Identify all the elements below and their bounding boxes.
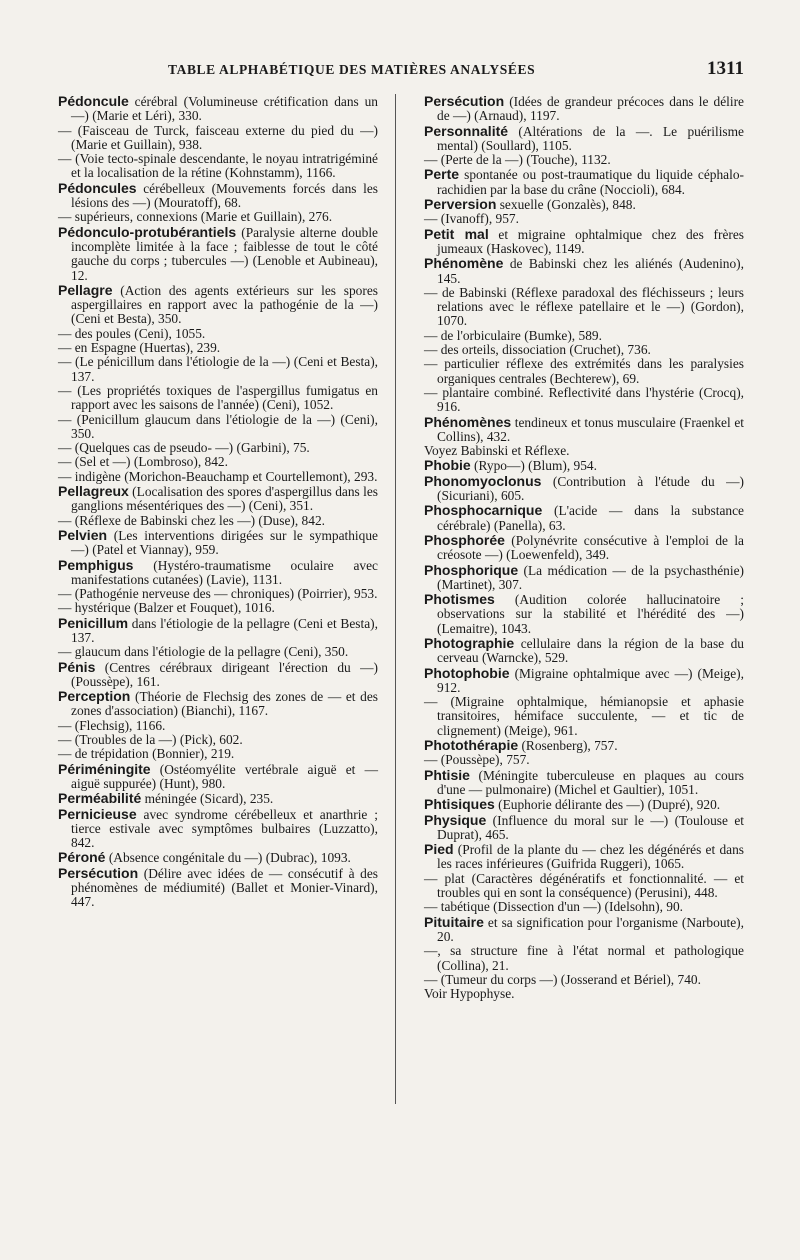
entry-text: (Polynévrite consécutive à l'emploi de la créosote —) (Loewenfeld), 349.	[437, 532, 744, 563]
index-entry	[424, 915, 744, 945]
entry-headword: Phobie	[424, 457, 471, 474]
entry-text: — (Pathogénie nerveuse des — chroniques) (Poirrier), 953.	[58, 586, 378, 602]
entry-text: — de l'orbiculaire (Bumke), 589.	[424, 327, 602, 343]
entry-text: Voyez Babinski et Réflexe.	[424, 443, 570, 459]
entry-text: (Audition colorée hallucinatoire ; observations sur la stabilité et l'hérédité des —) (Lemaitre), 1043.	[437, 592, 744, 636]
entry-headword: Physique	[424, 811, 487, 828]
index-entry	[424, 738, 744, 753]
entry-text: et migraine ophtalmique chez des frères jumeaux (Haskovec), 1149.	[437, 226, 744, 256]
entry-text: méningée (Sicard), 235.	[141, 791, 274, 807]
entry-text: cérébelleux (Mouvements forcés dans les lésions des —) (Mouratoff), 68.	[71, 180, 378, 211]
entry-text: cellulaire dans la région de la base du cerveau (Warncke), 529.	[437, 635, 744, 666]
entry-headword: Pédonculo-protubérantiels	[58, 223, 237, 240]
index-entry	[58, 355, 378, 384]
index-entry	[58, 441, 378, 455]
entry-headword: Perméabilité	[58, 790, 142, 807]
entry-text: — (Flechsig), 1166.	[58, 717, 166, 733]
entry-headword: Pellagreux	[58, 483, 129, 500]
index-entry	[58, 225, 378, 283]
entry-text: (Influence du moral sur le —) (Toulouse et Duprat), 465.	[437, 812, 744, 842]
entry-headword: Personnalité	[424, 122, 509, 139]
entry-text: spontanée ou post-traumatique du liquide céphalo-rachidien par la base du crâne (Noccioli), 684.	[437, 167, 744, 197]
entry-text: (Contribution à l'étude du —) (Sicuriani), 605.	[437, 473, 744, 504]
entry-headword: Pelvien	[58, 526, 108, 543]
index-entry	[424, 592, 744, 636]
index-entry	[58, 733, 378, 747]
left-column	[58, 94, 378, 1001]
index-entry	[58, 558, 378, 588]
entry-text: et sa signification pour l'organisme (Narboute), 20.	[437, 914, 744, 944]
index-entry	[58, 719, 378, 733]
index-entry	[58, 514, 378, 528]
entry-headword: Phosphorique	[424, 561, 519, 578]
entry-text: — glaucum dans l'étiologie de la pellagre (Ceni), 350.	[58, 644, 349, 660]
index-entry	[424, 987, 744, 1001]
index-entry	[424, 563, 744, 593]
entry-text: — (Quelques cas de pseudo- —) (Garbini), 75.	[58, 440, 310, 456]
index-entry	[424, 666, 744, 696]
entry-text: (Rosenberg), 757.	[518, 738, 618, 754]
entry-text: — (Migraine ophtalmique, hémianopsie et aphasie transitoires, hémiface succulente, — et tic de clignement) (Meige), 961.	[424, 694, 744, 738]
index-entry	[58, 866, 378, 910]
entry-text: (Localisation des spores d'aspergillus dans les ganglions mésentériques des —) (Ceni), 351.	[71, 484, 378, 514]
entry-text: — (Penicillum glaucum dans l'étiologie de la —) (Ceni), 350.	[58, 411, 378, 441]
entry-text: (Action des agents extérieurs sur les spores aspergillaires en rapport avec la pathogénie de la —) (Ceni et Besta), 350.	[71, 282, 378, 327]
entry-headword: Pied	[424, 841, 454, 858]
index-entry	[424, 153, 744, 167]
entry-text: — indigène (Morichon-Beauchamp et Courtellemont), 293.	[58, 468, 378, 484]
index-entry	[58, 455, 378, 469]
entry-text: — supérieurs, connexions (Marie et Guillain), 276.	[58, 209, 333, 225]
entry-text: (Délire avec idées de — consécutif à des phénomènes de médiumité) (Ballet et Monier-Vinard), 447.	[71, 865, 378, 910]
entry-text: — (Voie tecto-spinale descendante, le noyau intratrigéminé et la localisation de la rétine (Kohnstamm), 1166.	[58, 151, 378, 181]
index-entry	[58, 327, 378, 341]
entry-text: — (Le pénicillum dans l'étiologie de la —) (Ceni et Besta), 137.	[58, 354, 378, 384]
index-entry	[58, 645, 378, 659]
index-entry	[424, 503, 744, 533]
entry-text: (Rypo—) (Blum), 954.	[470, 458, 597, 474]
entry-text: cérébral (Volumineuse crétification dans un —) (Marie et Léri), 330.	[71, 94, 378, 124]
index-columns	[58, 94, 744, 1001]
entry-text: de Babinski chez les aliénés (Audenino), 145.	[437, 256, 744, 286]
page-number: 1311	[707, 58, 744, 79]
entry-text: — particulier réflexe des extrémités dans les paralysies organiques centrales (Bechterew), 69.	[424, 356, 744, 386]
index-entry	[58, 807, 378, 851]
index-entry	[424, 286, 744, 329]
entry-text: —, sa structure fine à l'état normal et pathologique (Collina), 21.	[424, 943, 744, 973]
entry-text: — (Faisceau de Turck, faisceau externe du pied du —) (Marie et Guillain), 938.	[58, 122, 378, 152]
entry-headword: Penicillum	[58, 614, 129, 631]
entry-text: — des orteils, dissociation (Cruchet), 736.	[424, 342, 651, 358]
entry-headword: Pellagre	[58, 281, 113, 298]
entry-headword: Pénis	[58, 658, 96, 675]
entry-text: — (Troubles de la —) (Pick), 602.	[58, 732, 243, 748]
index-entry	[58, 616, 378, 646]
entry-text: dans l'étiologie de la pellagre (Ceni et Besta), 137.	[71, 615, 378, 645]
index-entry	[424, 768, 744, 798]
index-entry	[58, 94, 378, 124]
index-entry	[58, 587, 378, 601]
entry-text: — (Poussèpe), 757.	[424, 752, 530, 768]
entry-text: — de Babinski (Réflexe paradoxal des fléchisseurs ; leurs relations avec le réflexe patellaire et le —) (Gordon), 1070.	[424, 284, 744, 329]
index-entry	[58, 747, 378, 761]
page-header	[58, 58, 744, 86]
entry-text: avec syndrome cérébelleux et anarthrie ; tierce estivale avec symptômes bulbaires (Luzzatto), 842.	[71, 806, 378, 851]
index-entry	[58, 413, 378, 442]
index-entry	[58, 762, 378, 792]
entry-text: — hystérique (Balzer et Fouquet), 1016.	[58, 600, 275, 616]
entry-text: (Théorie de Flechsig des zones de — et des zones d'association) (Bianchi), 1167.	[71, 689, 378, 719]
index-entry	[424, 197, 744, 212]
entry-text: sexuelle (Gonzalès), 848.	[496, 197, 636, 213]
entry-headword: Phosphocarnique	[424, 502, 543, 519]
entry-headword: Petit mal	[424, 225, 489, 242]
index-entry	[58, 384, 378, 413]
index-entry	[424, 94, 744, 124]
entry-text: — tabétique (Dissection d'un —) (Idelsohn), 90.	[424, 899, 684, 915]
entry-headword: Phénomènes	[424, 413, 512, 430]
index-entry	[58, 660, 378, 690]
index-entry	[58, 152, 378, 181]
entry-headword: Phtisiques	[424, 796, 495, 813]
entry-headword: Persécution	[58, 864, 139, 881]
index-entry	[424, 357, 744, 386]
entry-headword: Pituitaire	[424, 913, 484, 930]
entry-headword: Péroné	[58, 849, 106, 866]
index-entry	[424, 842, 744, 872]
entry-text: (Paralysie alterne double incomplète limitée à la face ; faiblesse de tout le côté gauche du corps ; tubercules —) (Lenoble et Aubineau), 12.	[71, 224, 378, 283]
index-entry	[58, 850, 378, 865]
entry-text: tendineux et tonus musculaire (Fraenkel et Collins), 432.	[437, 414, 744, 444]
running-title: TABLE ALPHABÉTIQUE DES MATIÈRES ANALYSÉES	[168, 62, 536, 77]
index-entry	[424, 944, 744, 973]
index-entry	[424, 474, 744, 504]
entry-headword: Photophobie	[424, 664, 510, 681]
index-entry	[58, 341, 378, 355]
entry-text: (Méningite tuberculeuse en plaques au cours d'une — pulmonaire) (Michel et Gaultier), 1051.	[437, 767, 744, 797]
entry-headword: Phtisie	[424, 766, 470, 783]
index-entry	[424, 813, 744, 843]
entry-headword: Pernicieuse	[58, 805, 137, 822]
entry-text: — plantaire combiné. Reflectivité dans l'hystérie (Crocq), 916.	[424, 384, 744, 415]
entry-text: — (Ivanoff), 957.	[424, 211, 519, 227]
entry-headword: Phénomène	[424, 255, 504, 272]
index-entry	[58, 791, 378, 806]
index-entry	[424, 124, 744, 154]
index-entry	[424, 753, 744, 767]
entry-headword: Pédoncules	[58, 179, 137, 196]
entry-text: (Migraine ophtalmique avec —) (Meige), 912.	[437, 665, 744, 695]
entry-text: (Profil de la plante du — chez les dégénérés et dans les races inférieures (Guifrida Ruggeri), 1065.	[437, 842, 744, 872]
index-entry	[424, 415, 744, 445]
entry-text: (La médication — de la psychasthénie) (Martinet), 307.	[437, 562, 744, 592]
entry-text: (L'acide — dans la substance cérébrale) (Panella), 63.	[437, 503, 744, 533]
index-entry	[424, 636, 744, 666]
index-entry	[58, 484, 378, 514]
index-entry	[58, 689, 378, 719]
entry-text: (Les interventions dirigées sur le sympathique —) (Patel et Viannay), 959.	[71, 527, 378, 558]
index-entry	[424, 167, 744, 197]
entry-headword: Pédoncule	[58, 93, 129, 109]
entry-text: — en Espagne (Huertas), 239.	[58, 340, 221, 356]
index-entry	[424, 386, 744, 415]
entry-headword: Persécution	[424, 93, 505, 109]
column-divider	[395, 94, 396, 1104]
index-entry	[58, 124, 378, 153]
index-entry	[424, 212, 744, 226]
entry-text: — de trépidation (Bonnier), 219.	[58, 746, 235, 762]
entry-headword: Phosphorée	[424, 531, 505, 548]
entry-text: (Altérations de la —. Le puérilisme mental) (Soullard), 1105.	[437, 123, 744, 153]
entry-headword: Pemphigus	[58, 556, 134, 573]
entry-text: (Hystéro-traumatisme oculaire avec manifestations cutanées) (Lavie), 1131.	[71, 557, 378, 587]
index-entry	[424, 900, 744, 914]
index-entry	[58, 210, 378, 224]
right-column	[424, 94, 744, 1001]
entry-headword: Perversion	[424, 196, 497, 213]
index-entry	[58, 181, 378, 211]
index-entry	[424, 256, 744, 286]
entry-text: — (Les propriétés toxiques de l'aspergillus fumigatus en rapport avec les saisons de l'année) (Ceni), 1052.	[58, 382, 378, 413]
entry-text: — plat (Caractères dégénératifs et fonctionnalité. — et troubles qui en sont la conséquence) (Perusini), 448.	[424, 870, 744, 901]
entry-headword: Perception	[58, 688, 131, 705]
entry-text: (Centres cérébraux dirigeant l'érection du —) (Poussèpe), 161.	[71, 659, 378, 689]
entry-text: (Absence congénitale du —) (Dubrac), 1093.	[105, 850, 351, 866]
entry-headword: Perte	[424, 166, 460, 183]
index-entry	[424, 797, 744, 812]
entry-headword: Phonomyoclonus	[424, 472, 542, 489]
entry-text: (Idées de grandeur précoces dans le délire de —) (Arnaud), 1197.	[437, 94, 744, 124]
index-entry	[424, 458, 744, 473]
entry-headword: Photographie	[424, 634, 515, 651]
index-entry	[424, 695, 744, 738]
index-entry	[424, 343, 744, 357]
entry-text: (Euphorie délirante des —) (Dupré), 920.	[494, 797, 721, 813]
index-entry	[424, 444, 744, 458]
entry-text: Voir Hypophyse.	[424, 986, 515, 1002]
index-entry	[424, 227, 744, 257]
index-entry	[424, 533, 744, 563]
entry-text: — (Tumeur du corps —) (Josserand et Bériel), 740.	[424, 971, 701, 987]
entry-text: — (Perte de la —) (Touche), 1132.	[424, 152, 611, 168]
index-entry	[58, 601, 378, 615]
index-entry	[58, 470, 378, 484]
entry-text: — (Réflexe de Babinski chez les —) (Duse), 842.	[58, 512, 325, 528]
index-entry	[58, 528, 378, 558]
index-entry	[424, 872, 744, 901]
index-entry	[424, 329, 744, 343]
entry-text: — (Sel et —) (Lombroso), 842.	[58, 454, 228, 470]
index-entry	[424, 973, 744, 987]
entry-headword: Périméningite	[58, 760, 151, 777]
entry-text: — des poules (Ceni), 1055.	[58, 325, 206, 341]
index-entry	[58, 283, 378, 327]
entry-headword: Photismes	[424, 591, 495, 608]
entry-headword: Photothérapie	[424, 737, 519, 754]
entry-text: (Ostéomyélite vertébrale aiguë et — aiguë suppurée) (Hunt), 980.	[71, 761, 378, 791]
